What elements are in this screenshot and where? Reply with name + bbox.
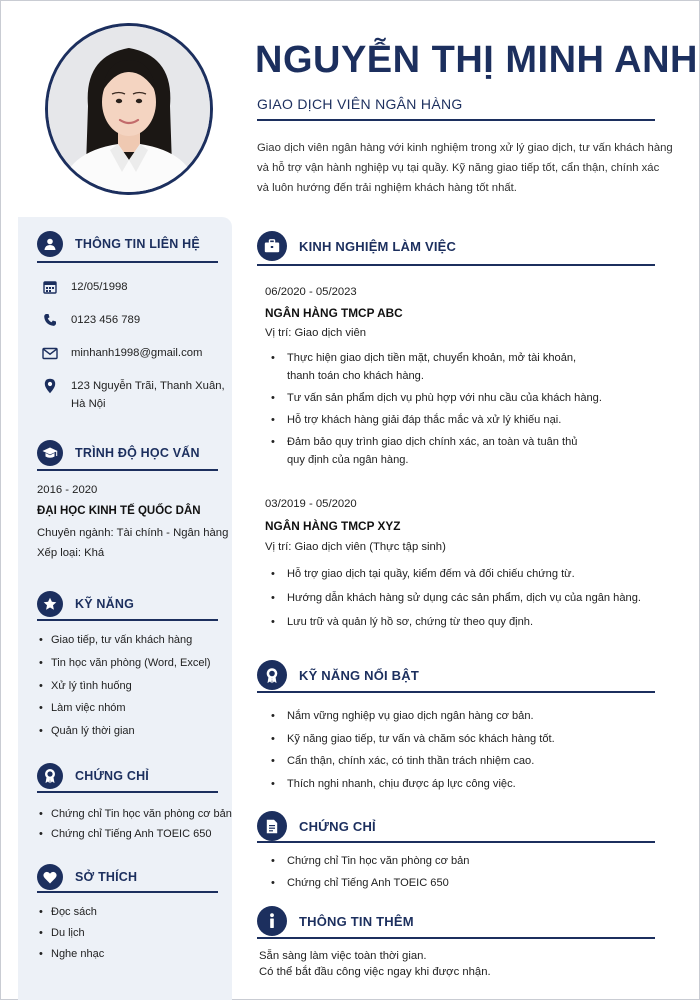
- calendar-icon: [41, 278, 59, 296]
- birthday-value: 12/05/1998: [71, 281, 128, 293]
- mail-icon: [41, 344, 59, 362]
- list-item-line: • Thích nghi nhanh, chịu được áp lực công việc.: [287, 777, 516, 790]
- experience-heading: [257, 231, 456, 261]
- address-value: [71, 377, 225, 413]
- list-item: • Quản lý thời gian: [37, 722, 211, 745]
- heart-icon: [37, 864, 63, 890]
- section-divider: [37, 619, 218, 621]
- highlights-list: [269, 707, 555, 797]
- summary-line: và luôn hướng đến trải nghiệm khách hàng tốt nhất.: [257, 182, 517, 194]
- phone-row: [41, 311, 140, 329]
- birthday-row: [41, 278, 128, 296]
- left-certificates-list: [37, 805, 232, 845]
- skills-list: [37, 631, 211, 745]
- section-divider: [37, 791, 218, 793]
- briefcase-icon: [257, 231, 287, 261]
- highlights-heading: [257, 660, 419, 690]
- list-item: • Chứng chỉ Tiếng Anh TOEIC 650: [37, 825, 232, 845]
- contact-heading: [37, 231, 200, 257]
- profile-photo: [45, 23, 213, 195]
- list-item-line: • Hướng dẫn khách hàng sử dụng các sản phẩm, dịch vụ của ngân hàng.: [287, 592, 641, 604]
- list-item-line: • Cẩn thận, chính xác, có tinh thần trách nhiệm cao.: [287, 755, 535, 767]
- skills-heading-label: KỸ NĂNG: [75, 597, 135, 611]
- list-item: [269, 852, 469, 870]
- list-item-line: • Hỗ trợ giao dịch tại quầy, kiểm đếm và đối chiếu chứng từ.: [287, 568, 575, 580]
- list-item-line: • Tư vấn sản phẩm dịch vụ phù hợp với nhu cầu của khách hàng.: [287, 392, 602, 404]
- section-divider: [37, 891, 218, 893]
- phone-value: 0123 456 789: [71, 314, 141, 326]
- document-icon: [257, 811, 287, 841]
- job-position: Vị trí: Giao dịch viên (Thực tập sinh): [265, 541, 446, 553]
- address-line: 123 Nguyễn Trãi, Thanh Xuân,: [71, 380, 225, 392]
- education-grade: Xếp loại: Khá: [37, 547, 105, 559]
- list-item-line: • Kỹ năng giao tiếp, tư vấn và chăm sóc khách hàng tốt.: [287, 732, 555, 745]
- left-certificates-heading-label: CHỨNG CHỈ: [75, 769, 149, 783]
- list-item: [269, 775, 555, 793]
- list-item-line: quy định của ngân hàng.: [287, 454, 409, 466]
- section-divider: [257, 264, 655, 266]
- list-item: • Xử lý tình huống: [37, 677, 211, 700]
- education-heading-label: TRÌNH ĐỘ HỌC VẤN: [75, 446, 200, 460]
- candidate-name: NGUYỄN THỊ MINH ANH: [255, 39, 698, 81]
- list-item: [269, 730, 555, 748]
- email-value[interactable]: minhanh1998@gmail.com: [71, 347, 203, 359]
- title-divider: [257, 119, 655, 121]
- section-divider: [37, 469, 218, 471]
- list-item: [269, 752, 555, 770]
- section-divider: [257, 937, 655, 939]
- hobbies-heading-label: SỞ THÍCH: [75, 870, 138, 884]
- award-icon: [37, 763, 63, 789]
- list-item-line: • Hỗ trợ khách hàng giải đáp thắc mắc và xử lý khiếu nại.: [287, 414, 562, 426]
- medal-icon: [257, 660, 287, 690]
- hobbies-heading: [37, 864, 137, 890]
- list-item: • Làm việc nhóm: [37, 699, 211, 722]
- list-item: [269, 707, 555, 725]
- job-title: GIAO DỊCH VIÊN NGÂN HÀNG: [257, 96, 463, 112]
- highlights-heading-label: KỸ NĂNG NỔI BẬT: [299, 667, 419, 683]
- contact-heading-label: THÔNG TIN LIÊN HỆ: [75, 237, 200, 251]
- list-item: [269, 433, 602, 469]
- list-item: • Đọc sách: [37, 903, 104, 924]
- list-item: • Giao tiếp, tư vấn khách hàng: [37, 631, 211, 654]
- summary-line: Giao dịch viên ngân hàng với kinh nghiệm trong xử lý giao dịch, tư vấn khách hàng: [257, 142, 673, 154]
- right-certificates-heading: [257, 811, 376, 841]
- job-period: 06/2020 - 05/2023: [265, 286, 357, 298]
- job-duties-list: [269, 349, 602, 473]
- section-divider: [37, 261, 218, 263]
- list-item: • Du lịch: [37, 924, 104, 945]
- phone-icon: [41, 311, 59, 329]
- list-item-line: • Lưu trữ và quản lý hồ sơ, chứng từ theo quy định.: [287, 616, 534, 628]
- list-item: [269, 349, 602, 385]
- location-icon: [41, 377, 59, 395]
- profile-summary: [257, 138, 673, 198]
- company-name: NGÂN HÀNG TMCP ABC: [265, 306, 403, 320]
- school-name: ĐẠI HỌC KINH TẾ QUỐC DÂN: [37, 505, 201, 517]
- additional-info-line: Có thể bắt đầu công việc ngay khi được nhận.: [259, 966, 491, 978]
- right-certificates-heading-label: CHỨNG CHỈ: [299, 818, 376, 834]
- list-item-line: • Đảm bảo quy trình giao dịch chính xác, an toàn và tuân thủ: [287, 436, 578, 448]
- hobbies-list: [37, 903, 104, 966]
- list-item: [269, 613, 641, 631]
- section-divider: [257, 841, 655, 843]
- skills-heading: [37, 591, 134, 617]
- summary-line: và hỗ trợ vận hành nghiệp vụ tại quầy. Kỹ năng giao tiếp tốt, cẩn thận, chính xác: [257, 162, 660, 174]
- company-name: NGÂN HÀNG TMCP XYZ: [265, 519, 401, 533]
- additional-info-line: Sẵn sàng làm việc toàn thời gian.: [259, 950, 427, 962]
- list-item: [269, 589, 641, 607]
- job-period: 03/2019 - 05/2020: [265, 498, 357, 510]
- address-row: [41, 377, 225, 413]
- experience-heading-label: KINH NGHIỆM LÀM VIỆC: [299, 238, 457, 254]
- list-item: [269, 389, 602, 407]
- list-item-line: • Chứng chỉ Tiếng Anh TOEIC 650: [287, 876, 449, 889]
- list-item: • Tin học văn phòng (Word, Excel): [37, 654, 211, 677]
- additional-info-heading-label: THÔNG TIN THÊM: [299, 913, 414, 929]
- info-icon: [257, 906, 287, 936]
- list-item: • Chứng chỉ Tin học văn phòng cơ bản: [37, 805, 232, 825]
- list-item-line: thanh toán cho khách hàng.: [287, 370, 424, 382]
- left-certificates-heading: [37, 763, 149, 789]
- list-item-line: • Thực hiện giao dịch tiền mặt, chuyển khoản, mở tài khoản,: [287, 352, 577, 364]
- additional-info-heading: [257, 906, 414, 936]
- address-line: Hà Nội: [71, 398, 106, 410]
- education-heading: [37, 440, 200, 466]
- user-icon: [37, 231, 63, 257]
- email-row: [41, 344, 202, 362]
- job-duties-list: [269, 565, 641, 637]
- right-certificates-list: [269, 852, 469, 895]
- list-item: [269, 565, 641, 583]
- list-item: • Nghe nhạc: [37, 945, 104, 966]
- star-icon: [37, 591, 63, 617]
- list-item: [269, 874, 469, 892]
- education-major: Chuyên ngành: Tài chính - Ngân hàng: [37, 527, 229, 539]
- profile-photo-illustration: [48, 26, 210, 192]
- list-item: [269, 411, 602, 429]
- section-divider: [257, 691, 655, 693]
- list-item-line: • Nắm vững nghiệp vụ giao dịch ngân hàng cơ bản.: [287, 710, 534, 722]
- graduation-cap-icon: [37, 440, 63, 466]
- job-position: Vị trí: Giao dịch viên: [265, 327, 367, 339]
- education-period: 2016 - 2020: [37, 484, 98, 496]
- list-item-line: • Chứng chỉ Tin học văn phòng cơ bản: [287, 855, 470, 867]
